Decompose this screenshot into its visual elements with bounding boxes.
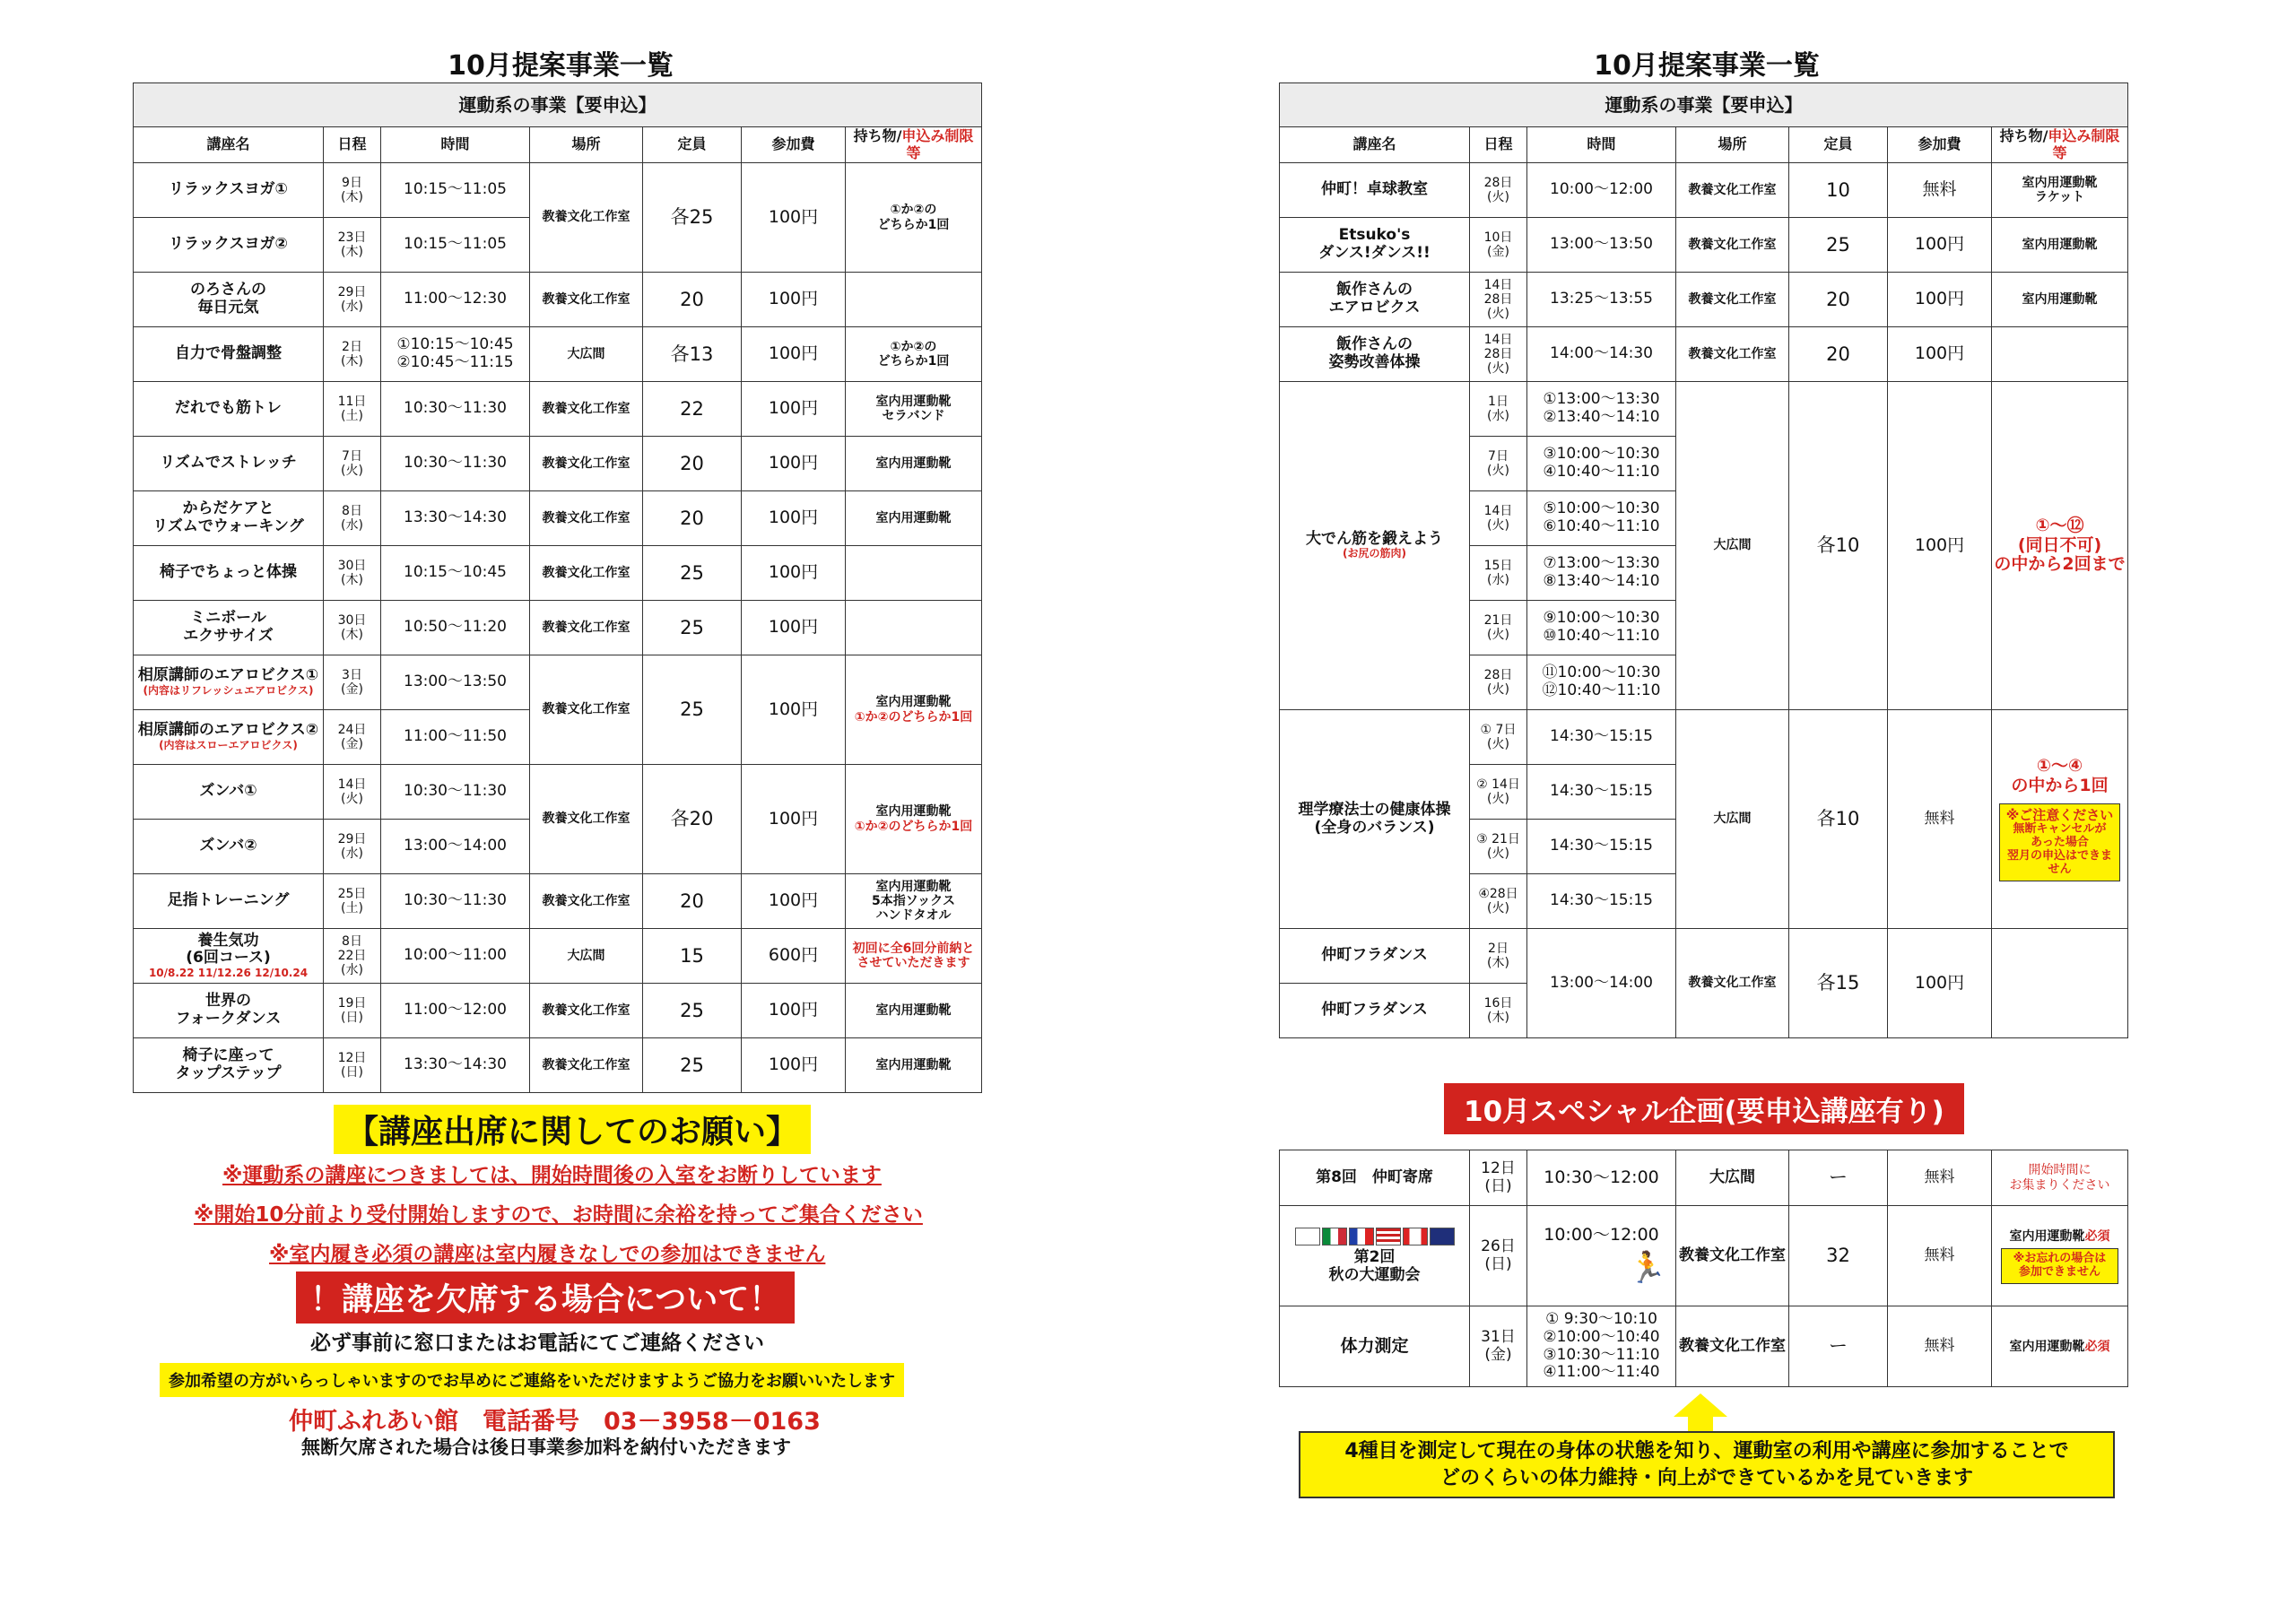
course-date: ① 7日 (火) — [1470, 710, 1527, 765]
course-name: だれでも筋トレ — [134, 382, 324, 437]
special-fee: 無料 — [1888, 1306, 1992, 1387]
course-date: 7日 (火) — [1470, 437, 1527, 491]
table-row — [134, 546, 982, 601]
course-date: 10日 (金) — [1470, 218, 1527, 273]
special-row-sports-day — [1280, 1206, 2128, 1306]
course-capacity: 25 — [1789, 218, 1888, 273]
course-fee: 100円 — [742, 327, 846, 382]
table-row — [134, 1038, 982, 1093]
course-date: 30日 (木) — [324, 601, 381, 655]
table-row — [1280, 929, 2128, 984]
course-name: 自力で骨盤調整 — [134, 327, 324, 382]
course-name: 世界の フォークダンス — [134, 984, 324, 1038]
course-note — [1992, 327, 2128, 382]
course-fee: 100円 — [1888, 218, 1992, 273]
special-event-table — [1279, 1150, 2128, 1387]
header-capacity: 定員 — [1789, 127, 1888, 163]
course-time: 14:30～15:15 — [1527, 765, 1676, 820]
course-date: 23日 (木) — [324, 218, 381, 273]
course-name: 仲町フラダンス — [1280, 984, 1470, 1038]
course-capacity: 25 — [643, 1038, 742, 1093]
special-time: ① 9:30～10:10 ②10:00～10:40 ③10:30～11:10 ④11:00～11:40 — [1527, 1306, 1676, 1387]
course-time: 13:00～14:00 — [1527, 929, 1676, 1038]
course-time: 13:00～13:50 — [1527, 218, 1676, 273]
course-note: 室内用運動靴 ①か②のどちらか1回 — [846, 765, 982, 874]
table-row — [1280, 710, 2128, 765]
course-note: 室内用運動靴 — [846, 984, 982, 1038]
table-row — [134, 601, 982, 655]
special-date: 12日 (日) — [1470, 1150, 1527, 1206]
course-note: ①か②の どちらか1回 — [846, 163, 982, 273]
course-capacity: 22 — [643, 382, 742, 437]
special-capacity: 32 — [1789, 1206, 1888, 1306]
course-name: 飯作さんの 姿勢改善体操 — [1280, 327, 1470, 382]
course-time: ③10:00～10:30 ④10:40～11:10 — [1527, 437, 1676, 491]
special-name: 体力測定 — [1280, 1306, 1470, 1387]
course-time: 10:15～11:05 — [381, 218, 530, 273]
course-note: 室内用運動靴 セラバンド — [846, 382, 982, 437]
course-date: 15日 (水) — [1470, 546, 1527, 601]
course-name: リズムでストレッチ — [134, 437, 324, 491]
course-fee: 100円 — [742, 491, 846, 546]
course-date: 24日 (金) — [324, 710, 381, 765]
course-capacity: 各10 — [1789, 710, 1888, 929]
header-notes: 持ち物/申込み制限等 — [846, 127, 982, 163]
special-capacity: ー — [1789, 1150, 1888, 1206]
course-name: 飯作さんの エアロビクス — [1280, 273, 1470, 327]
course-date: 29日 (水) — [324, 273, 381, 327]
course-place: 大広間 — [530, 929, 643, 984]
course-fee: 100円 — [742, 601, 846, 655]
course-time: 13:00～13:50 — [381, 655, 530, 710]
course-date: ② 14日 (火) — [1470, 765, 1527, 820]
course-note: 室内用運動靴 — [1992, 218, 2128, 273]
special-place: 教養文化工作室 — [1676, 1206, 1789, 1306]
header-capacity: 定員 — [643, 127, 742, 163]
absence-contact-line: 必ず事前に窓口またはお電話にてご連絡ください — [310, 1332, 764, 1355]
course-place: 教養文化工作室 — [530, 984, 643, 1038]
waitlist-notice: 参加希望の方がいらっしゃいますのでお早めにご連絡をいただけますようご協力をお願いいたします — [160, 1363, 904, 1397]
course-date: 25日 (土) — [324, 874, 381, 929]
table-row — [134, 491, 982, 546]
right-schedule-table — [1279, 82, 2128, 1038]
course-time: 14:30～15:15 — [1527, 874, 1676, 929]
course-name: 大でん筋を鍛えよう (お尻の筋肉) — [1280, 382, 1470, 710]
course-capacity: 20 — [643, 874, 742, 929]
course-capacity: 各25 — [643, 163, 742, 273]
right-page-title: 10月提案事業一覧 — [1594, 50, 1820, 82]
course-fee: 100円 — [1888, 929, 1992, 1038]
course-date: 14日 28日 (火) — [1470, 327, 1527, 382]
course-name: 仲町フラダンス — [1280, 929, 1470, 984]
course-place: 教養文化工作室 — [1676, 163, 1789, 218]
course-date: 28日 (火) — [1470, 655, 1527, 710]
course-time: ⑤10:00～10:30 ⑥10:40～11:10 — [1527, 491, 1676, 546]
table-row — [134, 327, 982, 382]
course-date: 14日 (火) — [1470, 491, 1527, 546]
course-time: 14:00～14:30 — [1527, 327, 1676, 382]
course-date: 8日 (水) — [324, 491, 381, 546]
table-row — [1280, 273, 2128, 327]
special-capacity: ー — [1789, 1306, 1888, 1387]
course-time: 10:00～12:00 — [1527, 163, 1676, 218]
course-note: ①～④ の中から1回 ※ご注意ください 無断キャンセルが あった場合 翌月の申込はできません — [1992, 710, 2128, 929]
course-capacity: 20 — [1789, 327, 1888, 382]
phone-number-line: 仲町ふれあい館 電話番号 03－3958－0163 — [289, 1408, 821, 1436]
course-capacity: 25 — [643, 984, 742, 1038]
table-row — [134, 655, 982, 710]
course-date: 1日 (水) — [1470, 382, 1527, 437]
course-capacity: 20 — [643, 437, 742, 491]
special-name: 第2回 秋の大運動会 — [1280, 1206, 1470, 1306]
header-fee: 参加費 — [1888, 127, 1992, 163]
course-note: 室内用運動靴 — [846, 437, 982, 491]
course-date: 19日 (日) — [324, 984, 381, 1038]
course-capacity: 20 — [643, 491, 742, 546]
course-name: リラックスヨガ① — [134, 163, 324, 218]
course-note — [1992, 929, 2128, 1038]
course-name: からだケアと リズムでウォーキング — [134, 491, 324, 546]
course-capacity: 25 — [643, 655, 742, 765]
table-row — [134, 382, 982, 437]
course-time: 14:30～15:15 — [1527, 820, 1676, 874]
course-name: ズンバ① — [134, 765, 324, 820]
header-course: 講座名 — [134, 127, 324, 163]
course-date: 2日 (木) — [324, 327, 381, 382]
runner-illustration-icon: 🏃 — [1628, 1249, 1666, 1286]
course-place: 教養文化工作室 — [530, 491, 643, 546]
special-row-fitness-test — [1280, 1306, 2128, 1387]
course-name: 仲町！卓球教室 — [1280, 163, 1470, 218]
course-time: 14:30～15:15 — [1527, 710, 1676, 765]
special-row-yose — [1280, 1150, 2128, 1206]
course-note: 室内用運動靴 ①か②のどちらか1回 — [846, 655, 982, 765]
special-time: 10:00～12:00 🏃 — [1527, 1206, 1676, 1306]
course-time: ⑦13:00～13:30 ⑧13:40～14:10 — [1527, 546, 1676, 601]
notice-line-1: ※運動系の講座につきましては、開始時間後の入室をお断りしています — [222, 1164, 882, 1187]
course-time: 13:30～14:30 — [381, 491, 530, 546]
table-row — [1280, 382, 2128, 437]
course-fee: 100円 — [742, 655, 846, 765]
course-date: 11日 (土) — [324, 382, 381, 437]
course-date: 29日 (水) — [324, 820, 381, 874]
course-note — [846, 601, 982, 655]
course-note: 室内用運動靴 5本指ソックス ハンドタオル — [846, 874, 982, 929]
course-place: 教養文化工作室 — [530, 655, 643, 765]
course-place: 教養文化工作室 — [1676, 327, 1789, 382]
course-name: ズンバ② — [134, 820, 324, 874]
special-note: 開始時間に お集まりください — [1992, 1150, 2128, 1206]
course-place: 教養文化工作室 — [530, 163, 643, 273]
header-time: 時間 — [1527, 127, 1676, 163]
course-capacity: 各15 — [1789, 929, 1888, 1038]
table-row — [134, 163, 982, 218]
course-time: 13:00～14:00 — [381, 820, 530, 874]
course-date: 8日 22日 (水) — [324, 929, 381, 984]
course-time: 11:00～12:00 — [381, 984, 530, 1038]
course-place: 教養文化工作室 — [1676, 218, 1789, 273]
notice-heading: 【講座出席に関してのお願い】 — [334, 1105, 811, 1154]
special-fee: 無料 — [1888, 1150, 1992, 1206]
course-time: ⑪10:00～10:30 ⑫10:40～11:10 — [1527, 655, 1676, 710]
course-place: 大広間 — [1676, 382, 1789, 710]
course-fee: 100円 — [742, 382, 846, 437]
course-fee: 600円 — [742, 929, 846, 984]
table-row — [134, 984, 982, 1038]
special-fee: 無料 — [1888, 1206, 1992, 1306]
table-row — [1280, 327, 2128, 382]
international-flags-icon — [1282, 1228, 1467, 1245]
course-place: 教養文化工作室 — [530, 874, 643, 929]
header-fee: 参加費 — [742, 127, 846, 163]
course-time: 10:30～11:30 — [381, 437, 530, 491]
course-date: ③ 21日 (火) — [1470, 820, 1527, 874]
course-time: 13:30～14:30 — [381, 1038, 530, 1093]
course-fee: 100円 — [1888, 273, 1992, 327]
course-name: リラックスヨガ② — [134, 218, 324, 273]
course-time: ①10:15～10:45 ②10:45～11:15 — [381, 327, 530, 382]
course-note: 室内用運動靴 — [1992, 273, 2128, 327]
course-capacity: 25 — [643, 601, 742, 655]
course-time: 10:00～11:00 — [381, 929, 530, 984]
course-place: 教養文化工作室 — [530, 437, 643, 491]
left-banner: 運動系の事業【要申込】 — [134, 83, 982, 127]
course-time: 10:30～11:30 — [381, 874, 530, 929]
left-page-title: 10月提案事業一覧 — [448, 50, 674, 82]
course-capacity: 各10 — [1789, 382, 1888, 710]
course-fee: 無料 — [1888, 163, 1992, 218]
course-note — [846, 546, 982, 601]
course-name: 椅子でちょっと体操 — [134, 546, 324, 601]
course-capacity: 25 — [643, 546, 742, 601]
course-time: 10:15～10:45 — [381, 546, 530, 601]
special-time: 10:30～12:00 — [1527, 1150, 1676, 1206]
course-time: 10:30～11:30 — [381, 765, 530, 820]
header-time: 時間 — [381, 127, 530, 163]
course-fee: 100円 — [1888, 382, 1992, 710]
course-capacity: 15 — [643, 929, 742, 984]
right-banner: 運動系の事業【要申込】 — [1280, 83, 2128, 127]
course-note: ①か②の どちらか1回 — [846, 327, 982, 382]
header-place: 場所 — [530, 127, 643, 163]
special-note: 室内用運動靴必須 ※お忘れの場合は 参加できません — [1992, 1206, 2128, 1306]
course-date: 12日 (日) — [324, 1038, 381, 1093]
course-time: 13:25～13:55 — [1527, 273, 1676, 327]
course-name: Etsuko's ダンス!ダンス!! — [1280, 218, 1470, 273]
course-fee: 100円 — [1888, 327, 1992, 382]
course-time: ①13:00～13:30 ②13:40～14:10 — [1527, 382, 1676, 437]
header-notes: 持ち物/申込み制限等 — [1992, 127, 2128, 163]
arrow-stem — [1688, 1416, 1713, 1432]
table-row — [134, 437, 982, 491]
course-fee: 100円 — [742, 765, 846, 874]
fitness-test-callout: 4種目を測定して現在の身体の状態を知り、運動室の利用や講座に参加することで どのくらいの体力維持・向上ができているかを見ていきます — [1299, 1431, 2115, 1498]
course-time: 11:00～12:30 — [381, 273, 530, 327]
course-fee: 無料 — [1888, 710, 1992, 929]
course-fee: 100円 — [742, 273, 846, 327]
course-fee: 100円 — [742, 437, 846, 491]
course-date: 28日 (火) — [1470, 163, 1527, 218]
table-row — [1280, 218, 2128, 273]
special-date: 31日 (金) — [1470, 1306, 1527, 1387]
course-name: 相原講師のエアロビクス② (内容はスローエアロビクス) — [134, 710, 324, 765]
special-place: 教養文化工作室 — [1676, 1306, 1789, 1387]
course-note: ①～⑫ (同日不可) の中から2回まで — [1992, 382, 2128, 710]
table-row — [134, 765, 982, 820]
table-row — [134, 929, 982, 984]
left-schedule-table — [133, 82, 982, 1093]
course-time: ⑨10:00～10:30 ⑩10:40～11:10 — [1527, 601, 1676, 655]
course-name: 相原講師のエアロビクス① (内容はリフレッシュエアロビクス) — [134, 655, 324, 710]
course-date: 7日 (火) — [324, 437, 381, 491]
course-note: 室内用運動靴 — [846, 1038, 982, 1093]
course-time: 10:50～11:20 — [381, 601, 530, 655]
course-fee: 100円 — [742, 874, 846, 929]
table-row — [1280, 163, 2128, 218]
special-note: 室内用運動靴必須 — [1992, 1306, 2128, 1387]
course-place: 教養文化工作室 — [530, 1038, 643, 1093]
special-event-banner: 10月スペシャル企画(要申込講座有り) — [1444, 1083, 1964, 1134]
course-note — [846, 273, 982, 327]
course-date: 16日 (木) — [1470, 984, 1527, 1038]
notice-line-2: ※開始10分前より受付開始しますので、お時間に余裕を持ってご集合ください — [194, 1203, 923, 1227]
course-name: 椅子に座って タップステップ — [134, 1038, 324, 1093]
course-place: 教養文化工作室 — [530, 765, 643, 874]
course-place: 教養文化工作室 — [1676, 273, 1789, 327]
course-capacity: 10 — [1789, 163, 1888, 218]
course-date: 2日 (木) — [1470, 929, 1527, 984]
course-note: 室内用運動靴 — [846, 491, 982, 546]
special-name: 第8回 仲町寄席 — [1280, 1150, 1470, 1206]
course-fee: 100円 — [742, 163, 846, 273]
course-place: 教養文化工作室 — [530, 273, 643, 327]
course-time: 10:30～11:30 — [381, 382, 530, 437]
course-date: 3日 (金) — [324, 655, 381, 710]
course-name: 養生気功 (6回コース) 10/8.22 11/12.26 12/10.24 — [134, 929, 324, 984]
course-date: 14日 28日 (火) — [1470, 273, 1527, 327]
course-date: ④28日 (火) — [1470, 874, 1527, 929]
table-row — [134, 273, 982, 327]
course-place: 教養文化工作室 — [530, 382, 643, 437]
course-date: 9日 (木) — [324, 163, 381, 218]
course-fee: 100円 — [742, 546, 846, 601]
course-capacity: 20 — [1789, 273, 1888, 327]
course-place: 大広間 — [1676, 710, 1789, 929]
course-name: のろさんの 毎日元気 — [134, 273, 324, 327]
header-date: 日程 — [324, 127, 381, 163]
special-date: 26日 (日) — [1470, 1206, 1527, 1306]
course-fee: 100円 — [742, 1038, 846, 1093]
course-date: 30日 (木) — [324, 546, 381, 601]
special-place: 大広間 — [1676, 1150, 1789, 1206]
table-row — [134, 874, 982, 929]
course-date: 21日 (火) — [1470, 601, 1527, 655]
course-note: 初回に全6回分前納と させていただきます — [846, 929, 982, 984]
course-date: 14日 (火) — [324, 765, 381, 820]
course-fee: 100円 — [742, 984, 846, 1038]
header-course: 講座名 — [1280, 127, 1470, 163]
course-name: ミニボール エクササイズ — [134, 601, 324, 655]
course-place: 大広間 — [530, 327, 643, 382]
course-place: 教養文化工作室 — [530, 546, 643, 601]
penalty-line: 無断欠席された場合は後日事業参加料を納付いただきます — [301, 1436, 791, 1458]
course-note: 室内用運動靴 ラケット — [1992, 163, 2128, 218]
course-time: 11:00～11:50 — [381, 710, 530, 765]
notice-line-3: ※室内履き必須の講座は室内履きなしでの参加はできません — [269, 1243, 826, 1266]
course-capacity: 20 — [643, 273, 742, 327]
header-place: 場所 — [1676, 127, 1789, 163]
arrow-up-icon — [1674, 1393, 1727, 1417]
course-place: 教養文化工作室 — [530, 601, 643, 655]
course-name: 理学療法士の健康体操 (全身のバランス) — [1280, 710, 1470, 929]
course-capacity: 各13 — [643, 327, 742, 382]
course-capacity: 各20 — [643, 765, 742, 874]
absence-banner: ！講座を欠席する場合について！ — [296, 1271, 795, 1324]
course-place: 教養文化工作室 — [1676, 929, 1789, 1038]
header-date: 日程 — [1470, 127, 1527, 163]
cancellation-warning: ※ご注意ください 無断キャンセルが あった場合 翌月の申込はできません — [1999, 803, 2120, 881]
course-time: 10:15～11:05 — [381, 163, 530, 218]
course-name: 足指トレーニング — [134, 874, 324, 929]
